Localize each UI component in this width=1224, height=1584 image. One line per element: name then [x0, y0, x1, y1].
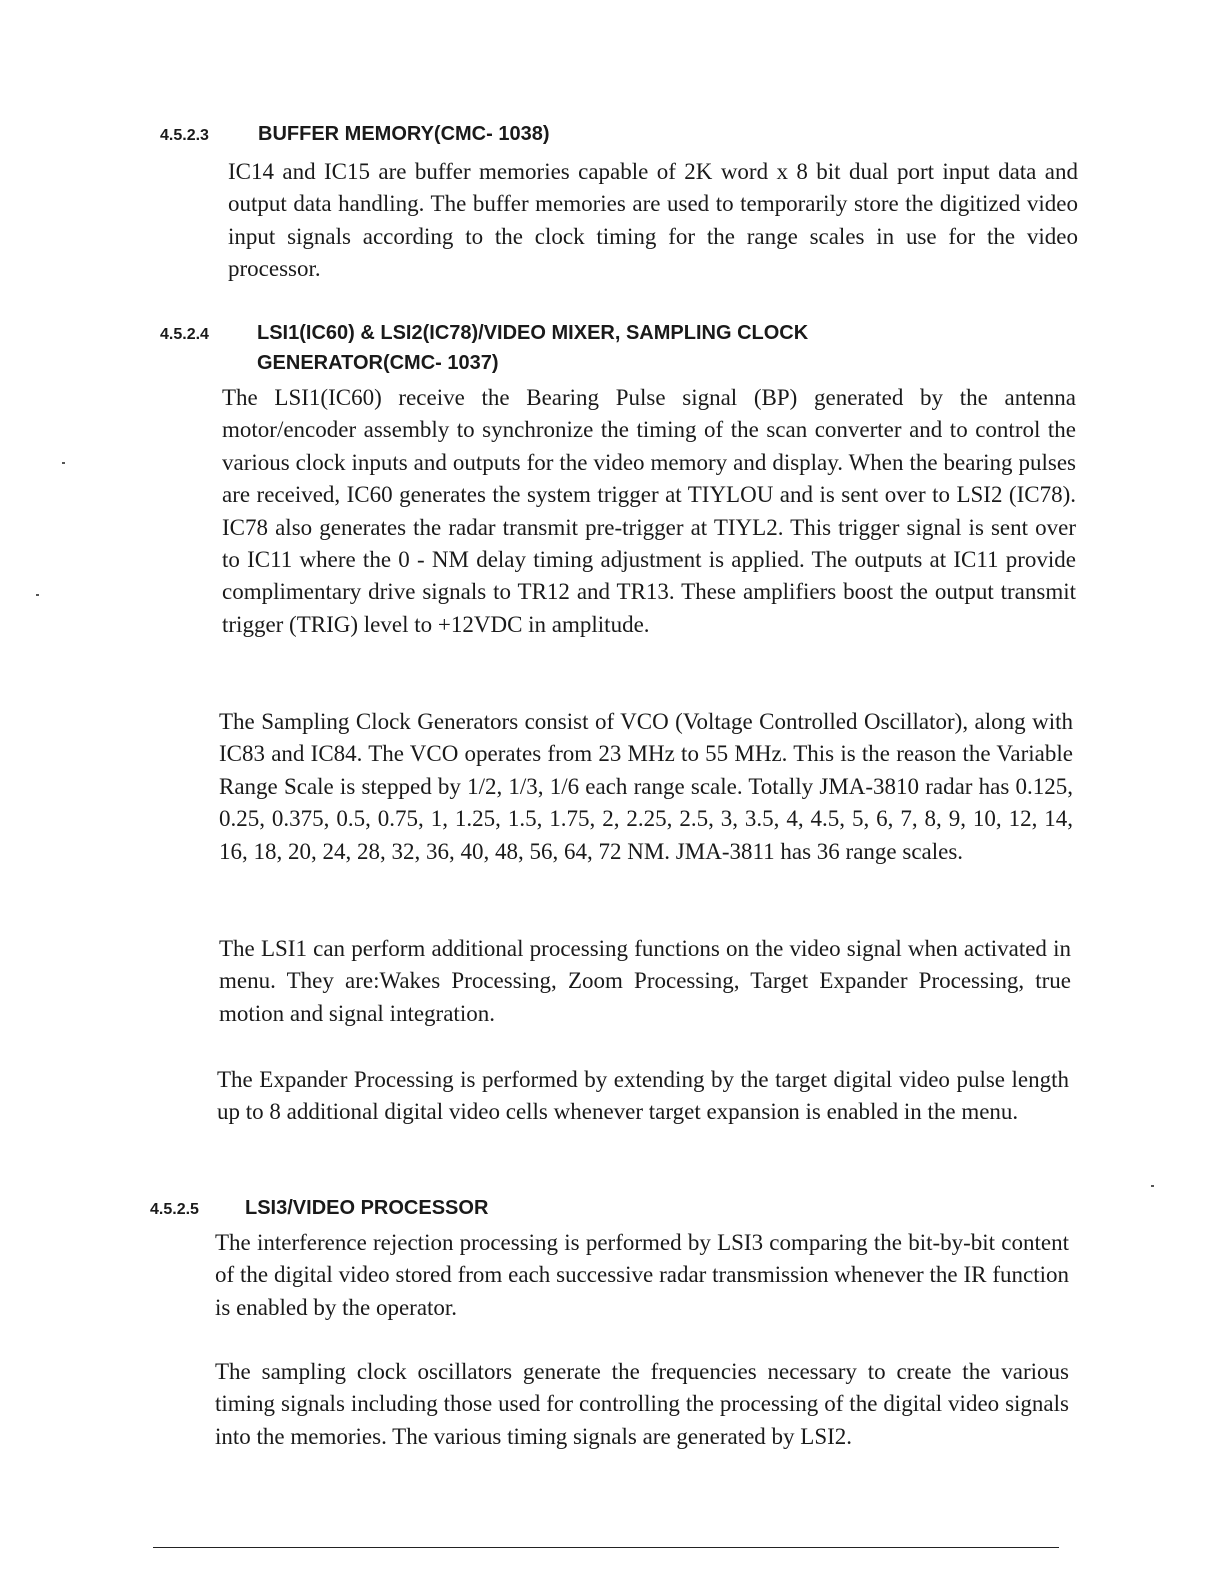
- section-title: BUFFER MEMORY(CMC‐ 1038): [258, 123, 550, 145]
- paragraph: IC14 and IC15 are buffer memories capable of 2K word x 8 bit dual port input data and output data handling. The buffer memories are used to temporarily store the digitized video input signals according to the clock timing for the range scales in use for the video processor.: [228, 159, 1078, 282]
- paragraph: The Expander Processing is performed by extending by the target digital video pulse length up to 8 additional digital video cells whenever target expansion is enabled in the menu.: [217, 1067, 1069, 1125]
- section-number: 4.5.2.3: [160, 127, 209, 144]
- section-title-continued: GENERATOR(CMC‐ 1037): [257, 352, 499, 374]
- paragraph: The LSI1(IC60) receive the Bearing Pulse signal (BP) generated by the antenna motor/encoder assembly to synchronize the timing of the scan converter and to control the various clock inputs and outputs for the video memory and display. When the bearing pulses are received, IC60 generates the system trigger at TIYLOU and is sent over to LSI2 (IC78). IC78 also generates the radar transmit pre‐trigger at TIYL2. This trigger signal is sent over to IC11 where the 0 ‐ NM delay timing adjustment is applied. The outputs at IC11 provide complimentary drive signals to TR12 and TR13. These amplifiers boost the output transmit trigger (TRIG) level to +12VDC in amplitude.: [222, 385, 1076, 637]
- section-title: LSI1(IC60) & LSI2(IC78)/VIDEO MIXER, SAMPLING CLOCK: [257, 322, 809, 344]
- scan-speck: [1151, 1185, 1154, 1187]
- paragraph: The Sampling Clock Generators consist of VCO (Voltage Controlled Oscillator), along with IC83 and IC84. The VCO operates from 23 MHz to 55 MHz. This is the reason the Variable Range Scale is stepped by 1/2, 1/3, 1/6 each range scale. Totally JMA‐3810 radar has 0.125, 0.25, 0.375, 0.5, 0.75, 1, 1.25, 1.5, 1.75, 2, 2.25, 2.5, 3, 3.5, 4, 4.5, 5, 6, 7, 8, 9, 10, 12, 14, 16, 18, 20, 24, 28, 32, 36, 40, 48, 56, 64, 72 NM. JMA‐3811 has 36 range scales.: [219, 709, 1073, 864]
- paragraph: The sampling clock oscillators generate the frequencies necessary to create the various timing signals including those used for controlling the processing of the digital video signals into the memories. The various timing signals are generated by LSI2.: [215, 1359, 1069, 1449]
- paragraph: The LSI1 can perform additional processing functions on the video signal when activated in menu. They are:Wakes Processing, Zoom Processing, Target Expander Processing, true motion and signal integration.: [219, 936, 1071, 1026]
- paragraph: The interference rejection processing is performed by LSI3 comparing the bit‐by‐bit content of the digital video stored from each successive radar transmission whenever the IR function is enabled by the operator.: [215, 1230, 1069, 1320]
- footer-rule: [153, 1547, 1059, 1548]
- section-number: 4.5.2.5: [150, 1201, 199, 1218]
- section-title: LSI3/VIDEO PROCESSOR: [245, 1197, 489, 1219]
- scan-speck: [36, 594, 39, 596]
- section-number: 4.5.2.4: [160, 326, 209, 343]
- scan-speck: [62, 462, 65, 464]
